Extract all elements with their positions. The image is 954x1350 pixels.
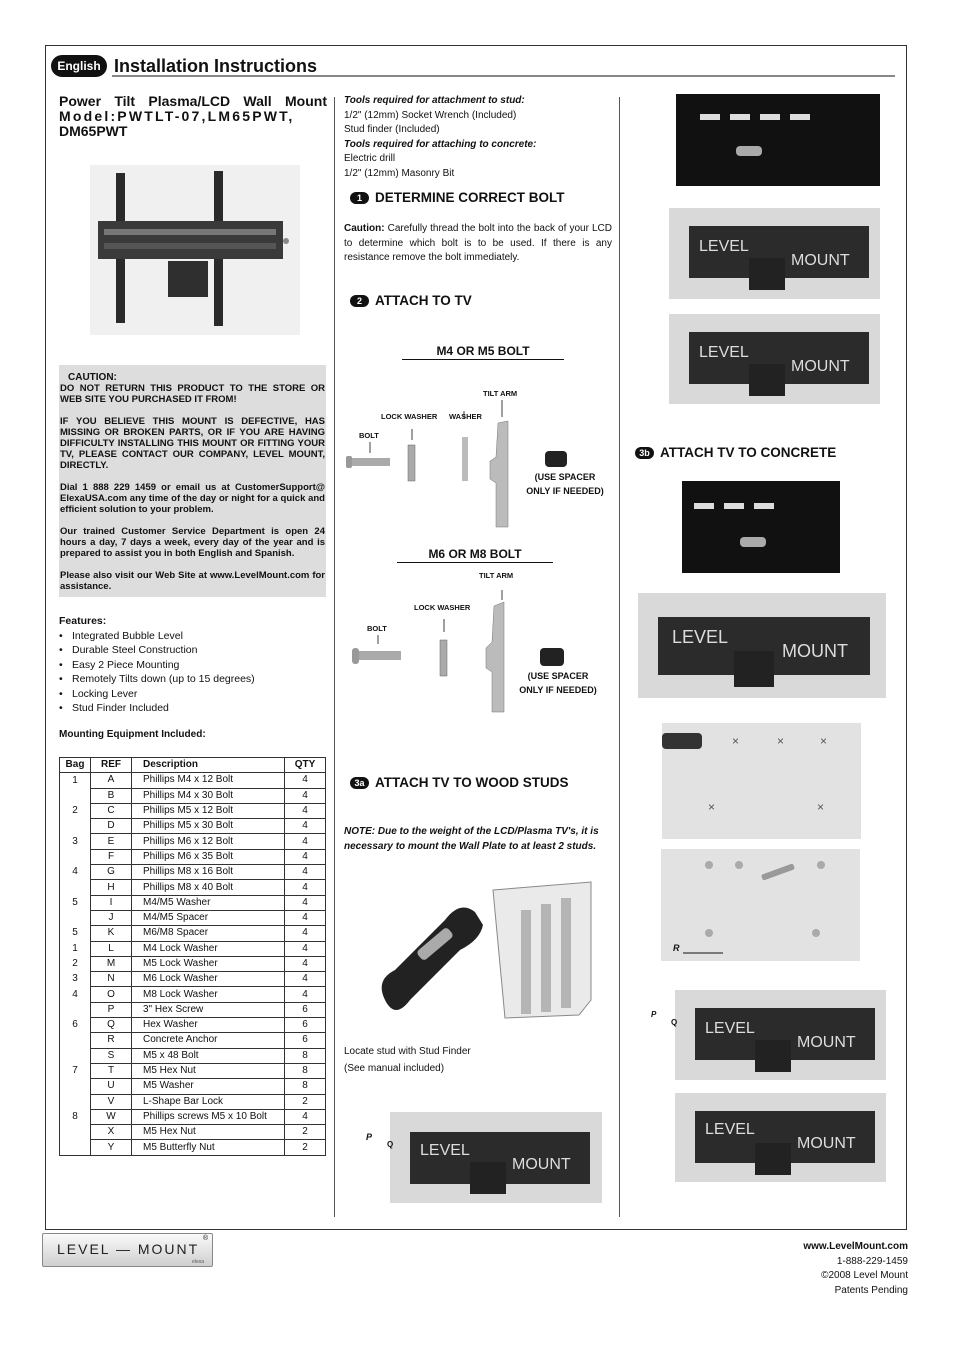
plate-brand-right: MOUNT [791, 252, 850, 269]
step-2-heading [350, 293, 472, 308]
table-cell-bag [60, 1140, 91, 1155]
table-cell-qty: 2 [285, 1094, 326, 1109]
table-cell-ref: V [91, 1094, 132, 1109]
plate-brand-right: MOUNT [782, 641, 848, 661]
table-cell-desc: Phillips M8 x 40 Bolt [132, 880, 285, 895]
table-cell-bag: 2 [60, 956, 91, 971]
plate-brand-left: LEVEL [705, 1020, 755, 1037]
spacer-note-line2: ONLY IF NEEDED) [519, 685, 597, 695]
table-row [60, 956, 326, 971]
table-cell-bag: 4 [60, 987, 91, 1002]
svg-text:×: × [732, 734, 740, 748]
table-cell-ref: P [91, 1002, 132, 1017]
label-tilt-arm: TILT ARM [483, 389, 518, 398]
step-title: ATTACH TO TV [375, 293, 472, 308]
level-mount-logo [42, 1233, 213, 1267]
table-cell-ref: B [91, 788, 132, 803]
table-row [60, 865, 326, 880]
table-cell-qty: 4 [285, 880, 326, 895]
table-cell-desc: Concrete Anchor [132, 1033, 285, 1048]
table-cell-qty: 8 [285, 1079, 326, 1094]
caution-paragraph-1: DO NOT RETURN THIS PRODUCT TO THE STORE OR WEB SITE YOU PURCHASED IT FROM! [60, 383, 325, 405]
label-tilt-arm: TILT ARM [479, 571, 514, 580]
table-cell-qty: 4 [285, 910, 326, 925]
feature-item: • Stud Finder Included [59, 701, 327, 716]
svg-text:×: × [777, 734, 785, 748]
table-cell-desc: Phillips M6 x 35 Bolt [132, 849, 285, 864]
concrete-anchor-image [661, 849, 860, 961]
table-cell-bag: 4 [60, 865, 91, 880]
table-cell-bag: 7 [60, 1063, 91, 1078]
caution-paragraph-5: Please also visit our Web Site at www.LevelMount.com for assistance. [60, 570, 325, 592]
table-row [60, 880, 326, 895]
table-cell-qty: 4 [285, 788, 326, 803]
column-header-description: Description [132, 758, 285, 773]
table-cell-bag: 1 [60, 773, 91, 788]
m6-bolt-diagram [340, 580, 580, 715]
table-cell-qty: 4 [285, 849, 326, 864]
table-cell-desc: M8 Lock Washer [132, 987, 285, 1002]
caution-text: Carefully thread the bolt into the back of your LCD to determine which bolt is to be used. If there is any resistance remove the bolt immediately. [344, 223, 612, 263]
caption-line: (See manual included) [344, 1063, 445, 1074]
plate-brand-right: MOUNT [512, 1156, 571, 1173]
table-cell-qty: 4 [285, 1109, 326, 1124]
table-cell-desc: L-Shape Bar Lock [132, 1094, 285, 1109]
plate-brand-left: LEVEL [699, 238, 749, 255]
label-p: P [651, 1010, 657, 1019]
table-cell-qty: 4 [285, 865, 326, 880]
table-cell-ref: O [91, 987, 132, 1002]
table-row [60, 1002, 326, 1017]
step-number-badge: 3b [635, 447, 654, 459]
table-row [60, 1094, 326, 1109]
plate-brand-left: LEVEL [672, 627, 729, 647]
tools-stud-title: Tools required for attachment to stud: [344, 95, 525, 106]
table-cell-qty: 4 [285, 926, 326, 941]
table-row [60, 941, 326, 956]
table-cell-bag [60, 1125, 91, 1140]
product-image [90, 165, 300, 335]
m4-bolt-diagram [340, 395, 580, 530]
label-p: P [366, 1132, 373, 1142]
table-cell-desc: Phillips M8 x 16 Bolt [132, 865, 285, 880]
caution-paragraph-3: Dial 1 888 229 1459 or email us at CustomerSupport@ ElexaUSA.com any time of the day or night for a quick and efficient solution to your problem. [60, 482, 325, 515]
table-row [60, 1140, 326, 1155]
wood-stud-plate-photo [390, 1112, 602, 1203]
spacer-note-line1: (USE SPACER [534, 472, 596, 482]
plate-brand-left: LEVEL [420, 1142, 470, 1159]
table-cell-desc: Phillips M4 x 12 Bolt [132, 773, 285, 788]
plate-brand-right: MOUNT [791, 358, 850, 375]
table-cell-ref: J [91, 910, 132, 925]
table-cell-desc: M5 x 48 Bolt [132, 1048, 285, 1063]
table-cell-bag [60, 1079, 91, 1094]
step-1-caution [344, 222, 612, 266]
table-cell-bag: 5 [60, 926, 91, 941]
table-cell-bag [60, 1002, 91, 1017]
column-header-bag: Bag [60, 758, 91, 773]
table-cell-ref: G [91, 865, 132, 880]
plate-brand-left: LEVEL [699, 344, 749, 361]
product-title [59, 94, 327, 139]
table-header-row [60, 758, 326, 773]
table-cell-bag [60, 819, 91, 834]
spacer-note-line2: ONLY IF NEEDED) [526, 486, 604, 496]
concrete-plate-closeup-photo [682, 481, 840, 573]
table-cell-desc: M4/M5 Spacer [132, 910, 285, 925]
plate-brand-left: LEVEL [705, 1121, 755, 1138]
table-cell-qty: 4 [285, 987, 326, 1002]
svg-text:×: × [708, 800, 716, 814]
table-row [60, 910, 326, 925]
table-cell-desc: M4 Lock Washer [132, 941, 285, 956]
table-cell-ref: I [91, 895, 132, 910]
equipment-table [59, 757, 326, 1156]
tools-stud-item: 1/2" (12mm) Socket Wrench (Included) [344, 109, 517, 121]
phone-number: 1-888-229-1459 [836, 1255, 908, 1267]
equipment-title: Mounting Equipment Included: [59, 729, 206, 740]
table-cell-ref: R [91, 1033, 132, 1048]
step-1-heading [350, 190, 565, 205]
table-row [60, 1018, 326, 1033]
table-cell-qty: 6 [285, 1033, 326, 1048]
plate-brand-right: MOUNT [797, 1135, 856, 1152]
tools-concrete-item: Electric drill [344, 153, 396, 164]
table-cell-qty: 4 [285, 803, 326, 818]
concrete-plate-final-photo [675, 1093, 886, 1182]
label-lock-washer: LOCK WASHER [381, 412, 438, 421]
drill-holes-photo [662, 723, 861, 839]
table-cell-qty: 8 [285, 1063, 326, 1078]
table-cell-qty: 4 [285, 972, 326, 987]
table-cell-bag [60, 1048, 91, 1063]
table-cell-ref: K [91, 926, 132, 941]
table-cell-desc: M5 Butterfly Nut [132, 1140, 285, 1155]
stud-finder-caption [344, 1043, 471, 1077]
features-title: Features: [59, 615, 107, 627]
column-header-qty: QTY [285, 758, 326, 773]
table-cell-bag: 1 [60, 941, 91, 956]
table-cell-bag: 3 [60, 972, 91, 987]
table-cell-ref: W [91, 1109, 132, 1124]
table-cell-ref: X [91, 1125, 132, 1140]
table-cell-bag [60, 910, 91, 925]
registered-mark: ® [202, 1235, 208, 1242]
table-cell-ref: D [91, 819, 132, 834]
table-cell-ref: E [91, 834, 132, 849]
table-cell-ref: A [91, 773, 132, 788]
table-cell-ref: F [91, 849, 132, 864]
table-cell-ref: H [91, 880, 132, 895]
table-row [60, 1048, 326, 1063]
table-row [60, 803, 326, 818]
label-q: Q [671, 1018, 678, 1027]
plate-brand-right: MOUNT [797, 1034, 856, 1051]
step-number-badge: 3a [350, 777, 369, 789]
plate-photo-1 [669, 208, 880, 299]
features-section [59, 614, 327, 716]
tools-concrete-item: 1/2" (12mm) Masonry Bit [344, 167, 455, 179]
m6-m8-heading: M6 OR M8 BOLT [397, 547, 553, 563]
table-cell-desc: Phillips M4 x 30 Bolt [132, 788, 285, 803]
caution-paragraph-4: Our trained Customer Service Department is open 24 hours a day, 7 days a week, every day of the year and is prepared to assist you in both English and Spanish. [60, 526, 325, 559]
table-row [60, 1125, 326, 1140]
label-bolt: BOLT [359, 431, 379, 440]
table-cell-qty: 4 [285, 895, 326, 910]
tools-concrete-title: Tools required for attaching to concrete: [344, 138, 537, 150]
feature-item: • Integrated Bubble Level [59, 629, 327, 644]
table-row [60, 849, 326, 864]
svg-text:×: × [817, 800, 825, 814]
footer-contact [803, 1240, 908, 1298]
wall-plate-closeup-image [682, 481, 840, 573]
concrete-plate-bolt-photo [675, 990, 886, 1080]
table-cell-bag: 8 [60, 1109, 91, 1124]
table-row [60, 972, 326, 987]
table-row [60, 1079, 326, 1094]
table-cell-ref: U [91, 1079, 132, 1094]
caution-paragraph-2: IF YOU BELIEVE THIS MOUNT IS DEFECTIVE, HAS MISSING OR BROKEN PARTS, OR IF YOU ARE HAVING DIFFICULTY INSTALLING THIS MOUNT OR FITTING YOUR TV, PLEASE CONTACT OUR COMPANY, LEVEL MOUNT, DIRECTLY. [60, 416, 325, 471]
table-row [60, 926, 326, 941]
label-washer: WASHER [449, 412, 482, 421]
table-cell-qty: 4 [285, 819, 326, 834]
svg-text:×: × [820, 734, 828, 748]
table-row [60, 895, 326, 910]
drilling-image [662, 723, 861, 839]
table-cell-ref: L [91, 941, 132, 956]
table-cell-desc: Hex Washer [132, 1018, 285, 1033]
caution-label: Caution: [344, 223, 385, 234]
language-badge: English [51, 55, 107, 77]
stud-finder-image [365, 880, 610, 1030]
table-cell-ref: T [91, 1063, 132, 1078]
label-q: Q [387, 1140, 394, 1149]
product-model-line: Model:PWTLT-07,LM65PWT, [59, 108, 295, 124]
table-cell-qty: 4 [285, 941, 326, 956]
table-row [60, 788, 326, 803]
table-cell-desc: Phillips M5 x 30 Bolt [132, 819, 285, 834]
wall-plate-closeup-image [676, 94, 880, 186]
plate-closeup-photo [676, 94, 880, 186]
step-3b-heading [635, 445, 836, 460]
caption-line: Locate stud with Stud Finder [344, 1046, 471, 1057]
table-cell-desc: M6 Lock Washer [132, 972, 285, 987]
patents-pending: Patents Pending [834, 1284, 908, 1296]
table-cell-ref: Y [91, 1140, 132, 1155]
tools-stud-item: Stud finder (Included) [344, 124, 440, 135]
table-cell-desc: M5 Lock Washer [132, 956, 285, 971]
concrete-plate-photo [638, 593, 886, 698]
table-cell-qty: 6 [285, 1018, 326, 1033]
table-row [60, 1109, 326, 1124]
table-row [60, 834, 326, 849]
table-cell-bag [60, 788, 91, 803]
feature-item: • Durable Steel Construction [59, 643, 327, 658]
column-divider-left [334, 97, 335, 1217]
feature-item: • Locking Lever [59, 687, 327, 702]
page-title: Installation Instructions [114, 56, 318, 76]
step-title: ATTACH TV TO CONCRETE [660, 445, 837, 460]
caution-box [59, 365, 326, 597]
table-cell-qty: 2 [285, 1140, 326, 1155]
table-row [60, 987, 326, 1002]
logo-text: LEVEL — MOUNT [57, 1241, 200, 1257]
column-header-ref: REF [91, 758, 132, 773]
table-cell-qty: 4 [285, 834, 326, 849]
table-cell-bag [60, 1033, 91, 1048]
table-cell-ref: S [91, 1048, 132, 1063]
table-cell-desc: 3" Hex Screw [132, 1002, 285, 1017]
feature-item: • Easy 2 Piece Mounting [59, 658, 327, 673]
table-row [60, 1063, 326, 1078]
table-row [60, 819, 326, 834]
table-cell-desc: M4/M5 Washer [132, 895, 285, 910]
label-lock-washer: LOCK WASHER [414, 603, 471, 612]
step-3a-note: NOTE: Due to the weight of the LCD/Plasma TV's, it is necessary to mount the Wall Plate to at least 2 studs. [344, 826, 599, 852]
plate-photo-2 [669, 314, 880, 404]
table-cell-qty: 8 [285, 1048, 326, 1063]
table-cell-ref: Q [91, 1018, 132, 1033]
table-cell-qty: 4 [285, 773, 326, 788]
table-cell-qty: 6 [285, 1002, 326, 1017]
website-link[interactable]: www.LevelMount.com [803, 1241, 908, 1252]
label-bolt: BOLT [367, 624, 387, 633]
table-cell-bag [60, 1094, 91, 1109]
table-cell-qty: 4 [285, 956, 326, 971]
m4-m5-heading: M4 OR M5 BOLT [402, 344, 564, 360]
table-cell-qty: 2 [285, 1125, 326, 1140]
table-cell-bag [60, 849, 91, 864]
table-cell-desc: M6/M8 Spacer [132, 926, 285, 941]
step-number-badge: 1 [350, 192, 369, 204]
logo-sub: elexa [192, 1259, 204, 1265]
product-model-line2: DM65PWT [59, 123, 128, 139]
anchors-photo [661, 849, 860, 961]
column-divider-right [619, 97, 620, 1217]
spacer-note-line1: (USE SPACER [527, 671, 589, 681]
table-cell-desc: M5 Hex Nut [132, 1063, 285, 1078]
product-title-line1: Power Tilt Plasma/LCD Wall Mount [59, 93, 327, 109]
copyright: ©2008 Level Mount [821, 1270, 908, 1281]
caution-heading: CAUTION: [68, 372, 117, 383]
table-cell-ref: M [91, 956, 132, 971]
table-cell-desc: Phillips M6 x 12 Bolt [132, 834, 285, 849]
table-cell-bag: 3 [60, 834, 91, 849]
table-cell-bag [60, 880, 91, 895]
table-cell-bag: 2 [60, 803, 91, 818]
tools-required [344, 94, 614, 181]
table-cell-bag: 5 [60, 895, 91, 910]
table-cell-desc: M5 Washer [132, 1079, 285, 1094]
table-cell-desc: M5 Hex Nut [132, 1125, 285, 1140]
table-cell-desc: Phillips screws M5 x 10 Bolt [132, 1109, 285, 1124]
features-list [59, 629, 327, 716]
feature-item: • Remotely Tilts down (up to 15 degrees) [59, 672, 327, 687]
step-number-badge: 2 [350, 295, 369, 307]
step-3a-heading [350, 775, 569, 790]
step-title: ATTACH TV TO WOOD STUDS [375, 775, 569, 790]
table-cell-ref: N [91, 972, 132, 987]
step-title: DETERMINE CORRECT BOLT [375, 190, 565, 205]
table-row [60, 1033, 326, 1048]
label-r: R [673, 943, 680, 953]
table-cell-bag: 6 [60, 1018, 91, 1033]
table-row [60, 773, 326, 788]
table-cell-ref: C [91, 803, 132, 818]
table-cell-desc: Phillips M5 x 12 Bolt [132, 803, 285, 818]
